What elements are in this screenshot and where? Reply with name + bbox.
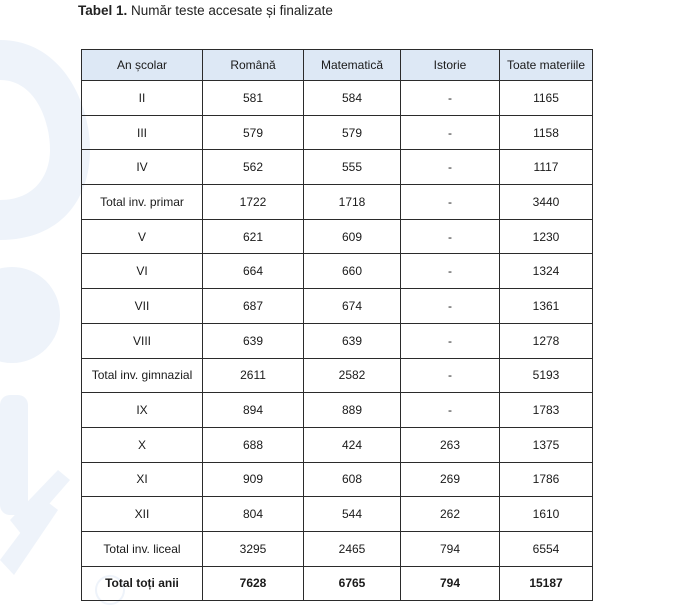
table-cell: 1278 [500, 323, 593, 358]
table-cell: 424 [304, 427, 401, 462]
table-cell: 1117 [500, 150, 593, 185]
table-cell: 6765 [304, 566, 401, 601]
table-cell: 688 [203, 427, 304, 462]
table-cell: 263 [401, 427, 500, 462]
table-cell: - [401, 254, 500, 289]
table-cell: 584 [304, 81, 401, 116]
table-row [82, 427, 593, 462]
caption-text: Număr teste accesate și finalizate [131, 3, 333, 18]
table-row [82, 323, 593, 358]
table-row [82, 358, 593, 393]
table-row [82, 531, 593, 566]
table-cell: 1722 [203, 185, 304, 220]
table-cell: - [401, 115, 500, 150]
table-cell: 7628 [203, 566, 304, 601]
table-cell: 889 [304, 393, 401, 428]
table-cell: II [82, 81, 203, 116]
table-cell: VII [82, 289, 203, 324]
table-caption [78, 3, 333, 18]
table-cell: 1610 [500, 497, 593, 532]
table-cell: 664 [203, 254, 304, 289]
table-cell: 1324 [500, 254, 593, 289]
table-cell: 544 [304, 497, 401, 532]
table-cell: - [401, 219, 500, 254]
table-cell: - [401, 81, 500, 116]
table-row [82, 497, 593, 532]
table-cell: - [401, 323, 500, 358]
table-cell: 608 [304, 462, 401, 497]
table-header-row [82, 50, 593, 81]
table-cell: Total inv. gimnazial [82, 358, 203, 393]
table-cell: 269 [401, 462, 500, 497]
table-cell: 1783 [500, 393, 593, 428]
table-cell: 1361 [500, 289, 593, 324]
table-cell: XI [82, 462, 203, 497]
column-header: Matematică [304, 50, 401, 81]
table-cell: - [401, 150, 500, 185]
table-cell: 581 [203, 81, 304, 116]
table-cell: 804 [203, 497, 304, 532]
table-cell: - [401, 185, 500, 220]
table-cell: XII [82, 497, 203, 532]
table-cell: 2582 [304, 358, 401, 393]
table-row [82, 150, 593, 185]
table-cell: 794 [401, 566, 500, 601]
table-cell: 1230 [500, 219, 593, 254]
table-cell: 1786 [500, 462, 593, 497]
table-row [82, 185, 593, 220]
table-row [82, 254, 593, 289]
table-cell: - [401, 358, 500, 393]
data-table [81, 49, 593, 601]
table-cell: 621 [203, 219, 304, 254]
table-cell: X [82, 427, 203, 462]
column-header: Istorie [401, 50, 500, 81]
table-cell: 3440 [500, 185, 593, 220]
table-cell: 579 [203, 115, 304, 150]
table-cell: Total inv. liceal [82, 531, 203, 566]
table-cell: 555 [304, 150, 401, 185]
table-cell: 6554 [500, 531, 593, 566]
table-cell: V [82, 219, 203, 254]
table-cell: 639 [304, 323, 401, 358]
table-cell: VI [82, 254, 203, 289]
table-cell: IV [82, 150, 203, 185]
table-cell: 2611 [203, 358, 304, 393]
table-cell: 1165 [500, 81, 593, 116]
table-cell: 2465 [304, 531, 401, 566]
table-cell: 639 [203, 323, 304, 358]
table-cell: 794 [401, 531, 500, 566]
table-cell: III [82, 115, 203, 150]
table-row [82, 289, 593, 324]
table-cell: VIII [82, 323, 203, 358]
table-cell: 609 [304, 219, 401, 254]
table-cell: 894 [203, 393, 304, 428]
table-cell: - [401, 289, 500, 324]
table-cell: - [401, 393, 500, 428]
table-row [82, 115, 593, 150]
table-row [82, 462, 593, 497]
table-cell: Total inv. primar [82, 185, 203, 220]
table-cell: 1375 [500, 427, 593, 462]
grand-total-row [82, 566, 593, 601]
table-cell: 909 [203, 462, 304, 497]
table-row [82, 81, 593, 116]
column-header: Română [203, 50, 304, 81]
table-cell: 15187 [500, 566, 593, 601]
table-cell: 1718 [304, 185, 401, 220]
caption-label: Tabel 1. [78, 3, 128, 18]
column-header: An școlar [82, 50, 203, 81]
table-row [82, 219, 593, 254]
table-cell: 687 [203, 289, 304, 324]
table-cell: 1158 [500, 115, 593, 150]
table-cell: 660 [304, 254, 401, 289]
table-cell: IX [82, 393, 203, 428]
table-cell: 579 [304, 115, 401, 150]
table-cell: 262 [401, 497, 500, 532]
table-cell: 674 [304, 289, 401, 324]
table-cell: Total toți anii [82, 566, 203, 601]
table-cell: 562 [203, 150, 304, 185]
table-cell: 5193 [500, 358, 593, 393]
table-row [82, 393, 593, 428]
column-header: Toate materiile [500, 50, 593, 81]
table-cell: 3295 [203, 531, 304, 566]
